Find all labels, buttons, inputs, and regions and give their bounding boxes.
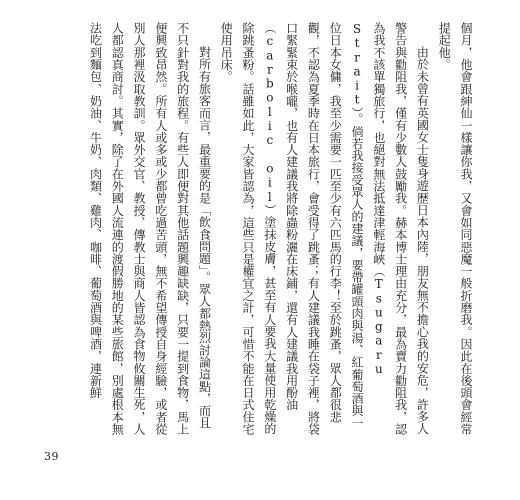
page-number: 39: [44, 450, 59, 463]
paragraph-food-question: 對所有旅客而言，最重要的是「飲食問題」。眾人都熱烈討論這點，而且不只針對我的旅程。有些人即便對其他話題興趣缺缺，只要一提到食物，馬上便興致昂然。所有人或多或少都曾吃過苦頭，無不希望傳授自身經驗，或者從別人那裡汲取教訓。眾外交官、教授、傳教士與商人皆認為食物攸關生死，人人都認真商討。其實，除了在外國人流連的渡假勝地的某些旅館，別處根本無法吃到麵包、奶油、牛奶、肉類、雞肉、咖啡、葡萄酒與啤酒，連新鮮: [88, 22, 212, 436]
paragraph-continuation: 個月，他會跟紳仙一樣讓你我，又會如同惡魔一般折磨我。因此在後頭會經常提起他。: [437, 22, 473, 436]
paragraph-advice-and-fleas: 由於未曾有英國女士隻身遊歷日本內陸，朋友無不擔心我的安危，許多人警告與勸阻我，僅有少數人鼓勵我。赫本博士理由充分，最為賣力勸阻我，認為我不該單獨旅行，也絕對無法抵達津輕海峽（Tsugaru Strait）。倘若我接受眾人的建議，要帶罐頭肉與湯、紅葡萄酒與一位日本女傭，我至少需要一匹至少有六匹馬的行李！至於跳蚤，眾人都很悲觀，不認為夏季時在日本旅行，會受得了跳蚤；有人建議我睡在袋子裡，將袋口緊緊束於喉嚨，也有人建議我將除蟲粉灑在床鋪，還有人建議我用酚油（carbolic oil）塗抹皮膚，甚至有人要我大量使用乾燥的除跳蚤粉。話雖如此，大家皆認為，這些只是權宜之計，可惜不能在日式住宅使用吊床。: [219, 22, 430, 436]
body-text: [36, 22, 476, 436]
